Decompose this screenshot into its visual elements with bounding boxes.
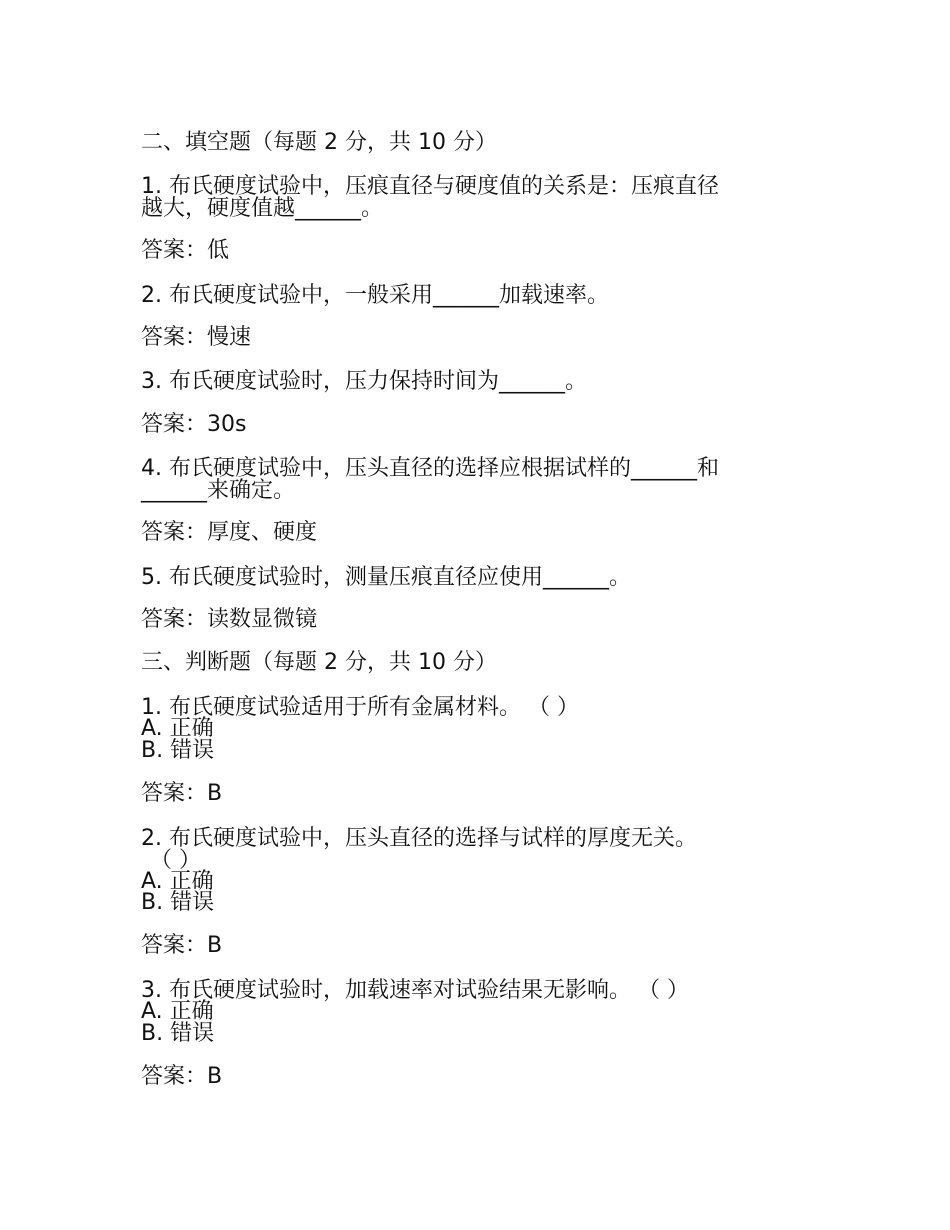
- section-heading-fill-in: 二、填空题（每题 2 分，共 10 分）: [141, 130, 497, 155]
- question-text-line: 1. 布氏硬度试验中，压痕直径与硬度值的关系是：压痕直径: [141, 174, 719, 199]
- question-text-line: 3. 布氏硬度试验时，加载速率对试验结果无影响。 （ ）: [141, 978, 689, 1003]
- question-text-line: 1. 布氏硬度试验适用于所有金属材料。 （ ）: [141, 695, 579, 720]
- question-text-line: 2. 布氏硬度试验中，一般采用______加载速率。: [141, 283, 609, 308]
- question-text-line: 3. 布氏硬度试验时，压力保持时间为______。: [141, 369, 587, 394]
- answer-text: 答案：B: [141, 781, 223, 806]
- question-text-line: 5. 布氏硬度试验时，测量压痕直径应使用______。: [141, 565, 631, 590]
- question-text-line: 4. 布氏硬度试验中，压头直径的选择应根据试样的______和: [141, 456, 719, 481]
- question-text-line: 2. 布氏硬度试验中，压头直径的选择与试样的厚度无关。: [141, 826, 697, 851]
- option-b-text: B. 错误: [141, 890, 215, 915]
- answer-text: 答案：厚度、硬度: [141, 520, 318, 545]
- question-text-line: （ ）: [150, 848, 201, 873]
- answer-text: 答案：慢速: [141, 325, 252, 350]
- answer-text: 答案：B: [141, 933, 223, 958]
- answer-text: 答案：低: [141, 238, 230, 263]
- option-b-text: B. 错误: [141, 738, 215, 763]
- answer-text: 答案：30s: [141, 412, 247, 437]
- answer-text: 答案：B: [141, 1064, 223, 1089]
- question-text-line: ______来确定。: [141, 478, 296, 503]
- section-heading-true-false: 三、判断题（每题 2 分，共 10 分）: [141, 650, 497, 675]
- option-a-text: A. 正确: [141, 869, 214, 894]
- option-b-text: B. 错误: [141, 1021, 215, 1046]
- answer-text: 答案：读数显微镜: [141, 607, 318, 632]
- question-text-line: 越大，硬度值越______。: [141, 196, 384, 221]
- option-a-text: A. 正确: [141, 716, 214, 741]
- option-a-text: A. 正确: [141, 999, 214, 1024]
